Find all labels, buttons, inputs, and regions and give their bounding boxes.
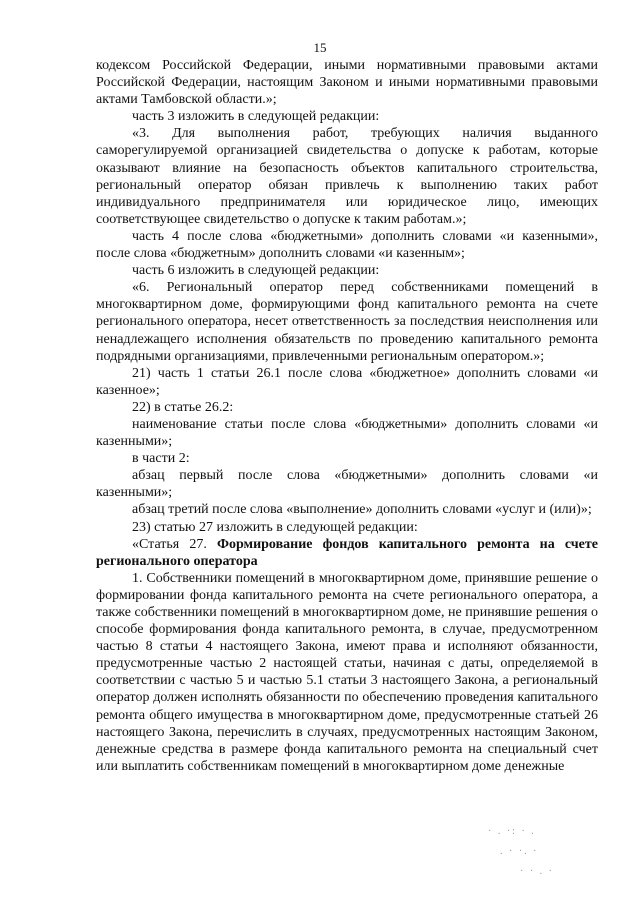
paragraph: «6. Региональный оператор перед собственниками помещений в многоквартирном доме, формирующими фонд капитального ремонта на счете регионального оператора, несет ответственность за последствия неисполнения или ненадлежащего исполнения обязательств по проведению капитального ремонта подрядными организациями, привлеченными региональным оператором.»; — [96, 280, 598, 364]
scan-noise: · . ·: · . — [488, 826, 536, 837]
paragraph: часть 6 изложить в следующей редакции: — [132, 263, 380, 279]
article-body: 1. Собственники помещений в многоквартирном доме, принявшие решение о формировании фонда капитального ремонта на счете регионального оператора, а также собственники помещений в многоквартирном доме, не принявшие решения о способе формирования фонда капитального ремонта, в случае, предусмотренном частью 8 статьи 4 настоящего Закона, имеют права и исполняют обязанности, предусмотренные частью 2 настоящей статьи, начиная с даты, определяемой в соответствии с частью 5 и частью 5.1 статьи 3 настоящего Закона, а региональный оператор должен исполнять обязанности по обеспечению проведения капитального ремонта общего имущества в многоквартирном доме, предусмотренные статьей 26 настоящего Закона, перечислить в случаях, предусмотренных настоящим Законом, денежные средства в размере фонда капитального ремонта на специальный счет или выплатить собственникам помещений в многоквартирном доме денежные — [96, 570, 598, 774]
paragraph: абзац первый после слова «бюджетными» дополнить словами «и казенными»; — [96, 468, 598, 501]
paragraph: абзац третий после слова «выполнение» дополнить словами «услуг и (или)»; — [132, 502, 592, 518]
paragraph: 23) статью 27 изложить в следующей редакции: — [132, 519, 418, 535]
paragraph: 22) в статье 26.2: — [132, 399, 234, 415]
paragraph: часть 4 после слова «бюджетными» дополнить словами «и казенными», после слова «бюджетным» дополнить словами «и казенным»; — [96, 228, 598, 262]
scan-noise: . · ·. · — [500, 846, 539, 857]
article-heading-prefix: «Статья 27. — [132, 536, 217, 552]
scan-noise: · · . · — [520, 866, 554, 877]
paragraph: кодексом Российской Федерации, иными нормативными правовыми актами Российской Федерации, настоящим Законом и иными нормативными правовыми актами Тамбовской области.»; — [96, 58, 598, 108]
article-heading-title: Формирование фондов капитального ремонта на счете регионального оператора — [96, 536, 598, 569]
paragraph: часть 3 изложить в следующей редакции: — [132, 109, 380, 125]
paragraph: «3. Для выполнения работ, требующих наличия выданного саморегулируемой организацией свидетельства о допуске к работам, которые оказывают влияние на безопасность объектов капитального строительства, региональный оператор обязан привлечь к выполнению таких работ индивидуального предпринимателя или юридическое лицо, имеющих соответствующее свидетельство о допуске к таким работам.»; — [96, 126, 598, 227]
paragraph: наименование статьи после слова «бюджетными» дополнить словами «и казенными»; — [96, 416, 598, 450]
paragraph: в части 2: — [132, 451, 190, 467]
article-heading — [96, 536, 598, 570]
document-body — [96, 57, 598, 775]
page-number: 15 — [313, 40, 327, 55]
paragraph: 21) часть 1 статьи 26.1 после слова «бюджетное» дополнить словами «и казенное»; — [96, 365, 598, 398]
